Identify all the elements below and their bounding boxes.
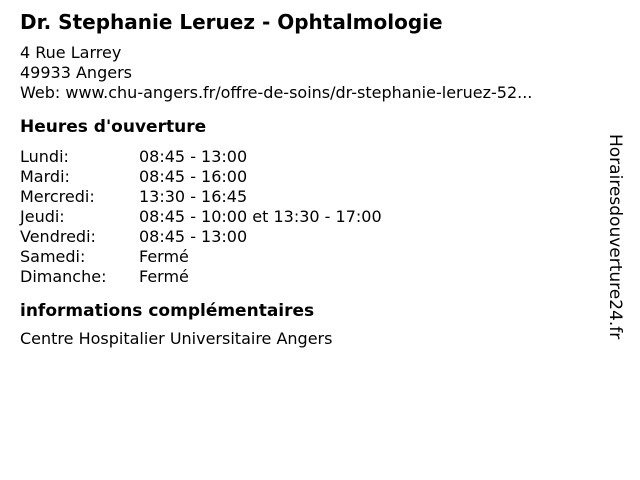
hours-row-mercredi [20, 187, 600, 207]
hours-row-vendredi [20, 227, 600, 247]
day-label: Dimanche: [20, 267, 107, 286]
address-city: 49933 Angers [20, 63, 132, 82]
hours-row-dimanche [20, 267, 600, 287]
day-label: Mercredi: [20, 187, 95, 206]
page-title: Dr. Stephanie Leruez - Ophtalmologie [20, 10, 443, 34]
opening-hours-heading: Heures d'ouverture [20, 117, 207, 137]
time-value: 13:30 - 16:45 [139, 187, 248, 206]
website-text: Web: www.chu-angers.fr/offre-de-soins/dr-stephanie-leruez-52... [20, 83, 533, 102]
business-card [20, 9, 600, 349]
day-label: Lundi: [20, 147, 69, 166]
opening-hours-table [20, 147, 600, 287]
hours-row-lundi [20, 147, 600, 167]
address-block [20, 43, 600, 103]
hours-row-samedi [20, 247, 600, 267]
time-value: Fermé [139, 267, 189, 286]
day-label: Samedi: [20, 247, 86, 266]
time-value: 08:45 - 10:00 et 13:30 - 17:00 [139, 207, 382, 226]
day-label: Jeudi: [20, 207, 65, 226]
hours-row-jeudi [20, 207, 600, 227]
day-label: Vendredi: [20, 227, 96, 246]
additional-info-heading: informations complémentaires [20, 301, 315, 321]
additional-info-text: Centre Hospitalier Universitaire Angers [20, 329, 333, 348]
hours-row-mardi [20, 167, 600, 187]
time-value: Fermé [139, 247, 189, 266]
time-value: 08:45 - 16:00 [139, 167, 248, 186]
time-value: 08:45 - 13:00 [139, 227, 248, 246]
site-watermark: Horairesdouverture24.fr [605, 134, 625, 340]
day-label: Mardi: [20, 167, 70, 186]
address-street: 4 Rue Larrey [20, 43, 122, 62]
time-value: 08:45 - 13:00 [139, 147, 248, 166]
